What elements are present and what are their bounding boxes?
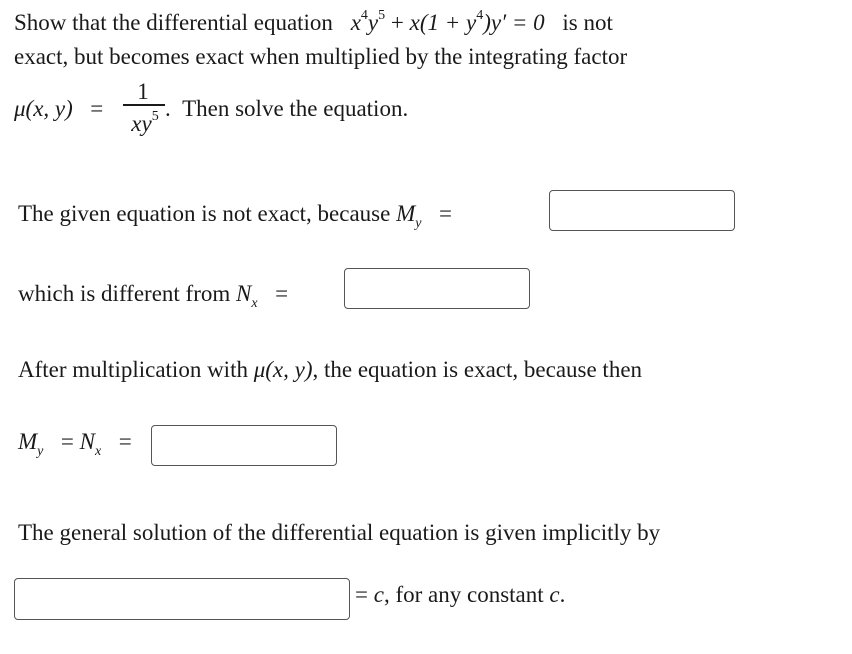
my-answer-input[interactable]: [549, 190, 735, 231]
q4-equals-1: =: [60, 429, 74, 454]
problem-mu-label: [14, 97, 103, 120]
q4-label: [18, 429, 132, 459]
problem-line1-tail: is not: [562, 10, 613, 35]
q1-text: The given equation is not exact, because: [18, 201, 391, 226]
q5-label: The general solution of the differential equation is given implicitly by: [18, 520, 661, 545]
eq-mid: x(1 +: [409, 10, 461, 35]
q6-tail: , for any constant: [383, 582, 544, 607]
mu-label: μ(x, y): [14, 96, 73, 121]
q3-text-after: , the equation is exact, because then: [312, 357, 643, 382]
eq-plus: +: [390, 10, 404, 35]
q4-var2: N: [79, 429, 95, 454]
fraction-denominator-exponent: 5: [151, 109, 159, 124]
q4-var1: M: [18, 429, 38, 454]
q6-end: .: [559, 582, 566, 607]
q3-mu: μ(x, y): [253, 357, 313, 382]
problem-line-1: [14, 8, 613, 35]
eq-close: )y′ = 0: [483, 10, 545, 35]
q2-label: [18, 281, 289, 311]
eq-y-exponent: 5: [378, 8, 386, 23]
q1-equals: =: [438, 201, 452, 226]
q3-label: [18, 358, 642, 381]
problem-intro-text: Show that the differential equation: [14, 10, 333, 35]
q6-c2: c: [549, 582, 560, 607]
q6-c: c: [373, 582, 384, 607]
q1-var: M: [396, 201, 416, 226]
q3-text-before: After multiplication with: [18, 357, 248, 382]
fraction-numerator: 1: [137, 79, 149, 104]
q1-label: [18, 201, 452, 231]
q2-text: which is different from: [18, 281, 231, 306]
problem-instruction: Then solve the equation.: [182, 96, 409, 121]
general-solution-input[interactable]: [14, 578, 350, 620]
q6-equals: =: [355, 582, 368, 607]
eq-x-exponent: 4: [360, 8, 368, 23]
q2-equals: =: [275, 281, 289, 306]
q6-label: [355, 583, 565, 606]
q2-var: N: [236, 281, 252, 306]
fraction-bar: [123, 104, 165, 106]
problem-line-2: exact, but becomes exact when multiplied by the integrating factor: [14, 44, 628, 69]
problem-line-3-tail: [165, 97, 408, 120]
q4-var2-sub: x: [94, 444, 102, 459]
eq-y2: y: [466, 10, 477, 35]
eq-x: x: [350, 10, 361, 35]
q4-equals-2: =: [118, 429, 132, 454]
q4-var1-sub: y: [37, 444, 44, 459]
q2-var-sub: x: [251, 296, 258, 311]
fraction-period: .: [165, 96, 171, 121]
exact-answer-input[interactable]: [151, 425, 337, 466]
q1-var-sub: y: [415, 216, 422, 231]
fraction-denominator: [123, 109, 167, 136]
mu-equals: =: [90, 96, 104, 121]
eq-y: y: [367, 10, 379, 35]
nx-answer-input[interactable]: [344, 268, 530, 309]
eq-y2-exponent: 4: [476, 8, 484, 23]
fraction-denominator-base: xy: [131, 111, 152, 136]
